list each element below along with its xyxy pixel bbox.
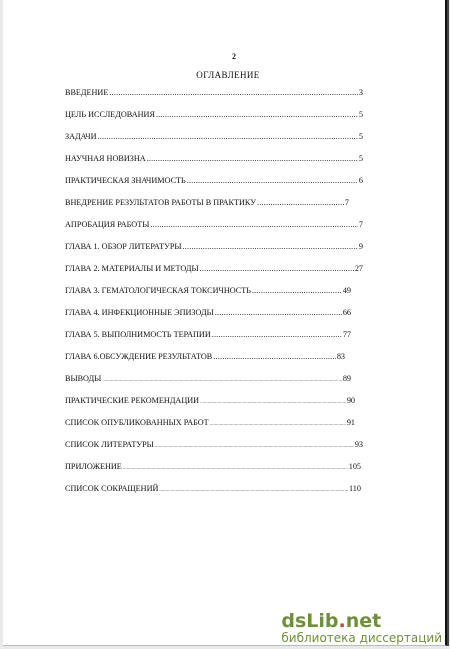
toc-leader-dots [257, 198, 344, 207]
toc-leader-dots [215, 308, 342, 317]
toc-leader-dots [213, 352, 336, 361]
toc-entry-label: ГЛАВА 2. МАТЕРИАЛЫ И МЕТОДЫ [65, 264, 199, 273]
toc-entry-page: 27 [354, 264, 363, 273]
toc-entry-label: НАУЧНАЯ НОВИЗНА [65, 154, 146, 163]
toc-entry-page: 93 [354, 440, 363, 449]
watermark-logo-text: dsLib.net [281, 610, 382, 632]
toc-entry-label: ПРАКТИЧЕСКИЕ РЕКОМЕНДАЦИИ [65, 396, 200, 405]
toc-leader-dots [210, 422, 346, 427]
watermark-subtitle: библиотека диссертаций [281, 631, 442, 645]
toc-leader-dots [150, 220, 358, 229]
toc-entry [65, 242, 363, 256]
toc-entry-page: 6 [358, 176, 363, 185]
toc-leader-dots [156, 110, 358, 119]
toc-entry [65, 176, 363, 190]
toc-leader-dots [200, 264, 354, 273]
toc-entry [65, 374, 351, 388]
toc-leader-dots [123, 466, 348, 471]
toc-entry-label: ПРАКТИЧЕСКАЯ ЗНАЧИМОСТЬ [65, 176, 186, 185]
toc-entry-label: СПИСОК ЛИТЕРАТУРЫ [65, 440, 154, 449]
toc-entry [65, 396, 355, 410]
toc-entry-page: 89 [342, 374, 351, 383]
toc-entry-page: 7 [358, 220, 363, 229]
toc-entry-page: 3 [358, 88, 363, 97]
watermark-logo [281, 611, 442, 645]
toc-title: ОГЛАВЛЕНИЕ [196, 70, 260, 80]
toc-entry [65, 462, 361, 476]
toc-entry [65, 440, 363, 454]
toc-entry-label: СПИСОК СОКРАЩЕНИЙ [65, 484, 159, 493]
page-number: 2 [232, 52, 236, 61]
toc-entry-label: ПРИЛОЖЕНИЕ [65, 462, 122, 471]
toc-entry [65, 484, 361, 498]
toc-entry-label: ГЛАВА 1. ОБЗОР ЛИТЕРАТУРЫ [65, 242, 182, 251]
toc-entry-label: ГЛАВА 6.ОБСУЖДЕНИЕ РЕЗУЛЬТАТОВ [65, 352, 213, 361]
toc-entry-page: 110 [349, 484, 361, 493]
toc-entry [65, 154, 363, 168]
toc-leader-dots [212, 330, 342, 339]
toc-entry-label: ГЛАВА 4. ИНФЕКЦИОННЫЕ ЭПИЗОДЫ [65, 308, 214, 317]
toc-entry-page: 77 [342, 330, 351, 339]
toc-leader-dots [147, 154, 358, 163]
toc-entry-page: 91 [346, 418, 355, 427]
toc-leader-dots [183, 242, 358, 251]
toc-leader-dots [98, 132, 358, 141]
toc-entry [65, 198, 349, 212]
toc-entry [65, 110, 363, 124]
toc-entry [65, 330, 351, 344]
toc-entry-label: ГЛАВА 3. ГЕМАТОЛОГИЧЕСКАЯ ТОКСИЧНОСТЬ [65, 286, 251, 295]
toc-entry-label: АПРОБАЦИЯ РАБОТЫ [65, 220, 150, 229]
toc-entry-page: 90 [346, 396, 355, 405]
toc-entry-page: 5 [358, 132, 363, 141]
toc-entry-label: ЦЕЛЬ ИССЛЕДОВАНИЯ [65, 110, 155, 119]
toc-entry-label: ВВЕДЕНИЕ [65, 88, 109, 97]
toc-entry [65, 88, 363, 102]
toc-entry [65, 264, 363, 278]
toc-entry-page: 7 [344, 198, 349, 207]
toc-entry [65, 308, 351, 322]
toc-entry-page: 83 [336, 352, 345, 361]
toc-entry-label: ЗАДАЧИ [65, 132, 97, 141]
toc-leader-dots [109, 88, 358, 97]
toc-entry-label: СПИСОК ОПУБЛИКОВАННЫХ РАБОТ [65, 418, 209, 427]
toc-leader-dots [155, 444, 354, 449]
toc-entry-page: 105 [348, 462, 361, 471]
toc-entry-page: 49 [342, 286, 351, 295]
toc-entry-page: 66 [342, 308, 351, 317]
toc-entry-page: 5 [358, 154, 363, 163]
toc-entry [65, 132, 363, 146]
toc-leader-dots [159, 488, 348, 493]
toc-entry [65, 286, 351, 300]
toc-leader-dots [187, 176, 358, 185]
toc-leader-dots [102, 378, 342, 383]
toc-entry-label: ВЫВОДЫ [65, 374, 102, 383]
toc-leader-dots [200, 400, 346, 405]
toc-entry [65, 418, 355, 432]
toc-entry-label: ВНЕДРЕНИЕ РЕЗУЛЬТАТОВ РАБОТЫ В ПРАКТИКУ [65, 198, 257, 207]
toc-entry-page: 9 [358, 242, 363, 251]
toc-entry [65, 220, 363, 234]
document-page [3, 0, 447, 646]
toc-entry-page: 5 [358, 110, 363, 119]
toc-entry-label: ГЛАВА 5. ВЫПОЛНИМОСТЬ ТЕРАПИИ [65, 330, 211, 339]
toc-leader-dots [252, 286, 342, 295]
toc-entry [65, 352, 345, 366]
